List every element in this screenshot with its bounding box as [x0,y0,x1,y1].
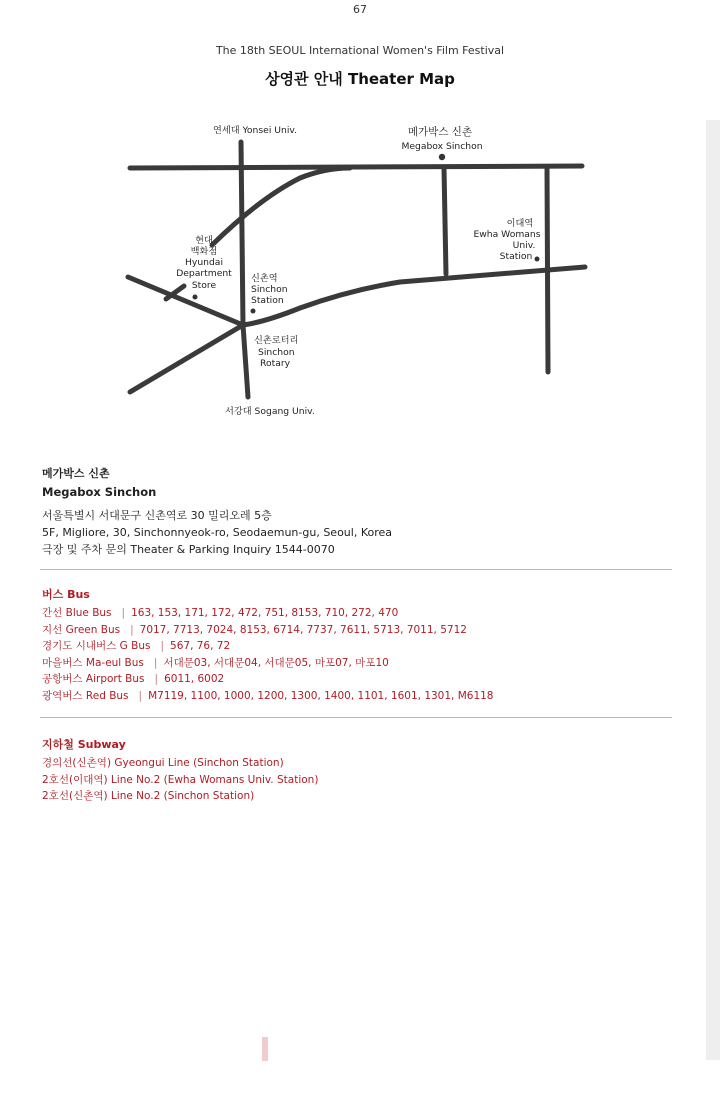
map-label-hyundai-kr-1: 현대 [195,235,213,246]
map-label-ewha-en-2: Univ. [512,240,536,251]
map-label-rotary-en-1: Sinchon [258,347,295,358]
road-west-lower [130,325,243,392]
map-label-sinchon-kr: 신촌역 [251,273,278,284]
map-label-sinchon-en-1: Sinchon [251,284,288,295]
page-bleed [706,120,720,1060]
bus-section [42,586,682,705]
address-en: 5F, Migliore, 30, Sinchonnyeok-ro, Seodaemun-gu, Seoul, Korea [42,526,393,539]
bus-route-row: 마을버스 Ma-eul Bus | 서대문03, 서대문04, 서대문05, 마포07, 마포10 [42,656,389,669]
map-label-hyundai-kr-2: 백화점 [190,246,218,257]
map-label-yonsei: 연세대 Yonsei Univ. [213,125,298,136]
theater-name-en: Megabox Sinchon [42,485,157,499]
bus-route-row: 광역버스 Red Bus | M7119, 1100, 1000, 1200, 1300, 1400, 1101, 1601, 1301, M6118 [42,689,494,702]
sinchon-station-marker [251,309,256,314]
divider [40,717,672,718]
theater-address [42,507,682,558]
map-label-hyundai-en-2: Department [176,268,232,279]
parking-inquiry: 극장 및 주차 문의 Theater & Parking Inquiry 1544-0070 [42,543,335,556]
bus-route-row: 공항버스 Airport Bus | 6011, 6002 [42,673,225,686]
subway-line-row: 2호선(이대역) Line No.2 (Ewha Womans Univ. Station) [42,773,319,786]
bus-heading: 버스 Bus [42,588,90,601]
subway-section [42,736,682,805]
subway-heading: 지하철 Subway [42,738,126,751]
bus-route-row: 경기도 시내버스 G Bus | 567, 76, 72 [42,640,231,653]
theater-name-kr: 메가박스 신촌 [42,467,110,480]
map-label-ewha-en-1: Ewha Womans [473,229,541,240]
page-edge-mark [262,1037,268,1061]
road-top [130,166,582,168]
divider [40,569,672,570]
road-main-east [243,267,585,325]
theater-map [0,0,720,440]
map-label-rotary-kr: 신촌로터리 [254,335,299,346]
road-megabox-vertical [444,168,446,274]
map-label-hyundai-en-1: Hyundai [184,257,224,268]
subway-line-row: 2호선(신촌역) Line No.2 (Sinchon Station) [42,790,255,803]
megabox-marker [439,154,445,160]
map-label-ewha-kr: 이대역 [506,218,534,229]
festival-title: The 18th SEOUL International Women's Film Festival [215,44,505,57]
address-kr: 서울특별시 서대문구 신촌역로 30 밀리오레 5층 [42,509,272,522]
ewha-station-marker [535,257,540,262]
map-label-megabox-kr: 메가박스 신촌 [407,126,473,138]
theater-info [42,465,682,558]
map-label-ewha-en-3: Station [499,251,533,262]
bus-route-row: 지선 Green Bus | 7017, 7713, 7024, 8153, 6714, 7737, 7611, 5713, 7011, 5712 [42,623,467,636]
map-label-sogang: 서강대 Sogang Univ. [225,406,315,417]
hyundai-marker [193,295,198,300]
subway-line-row: 경의선(신촌역) Gyeongui Line (Sinchon Station) [42,757,284,769]
map-label-hyundai-en-3: Store [191,280,217,291]
road-yonsei-vertical [241,142,248,397]
map-label-sinchon-en-2: Station [251,295,284,306]
map-label-megabox-en: Megabox Sinchon [401,141,483,152]
road-diagonal-upper [212,168,350,245]
page-number: 67 [353,3,367,16]
bus-route-row: 간선 Blue Bus | 163, 153, 171, 172, 472, 751, 8153, 710, 272, 470 [42,607,399,619]
page-title: 상영관 안내 Theater Map [265,70,455,88]
map-label-rotary-en-2: Rotary [260,358,291,369]
